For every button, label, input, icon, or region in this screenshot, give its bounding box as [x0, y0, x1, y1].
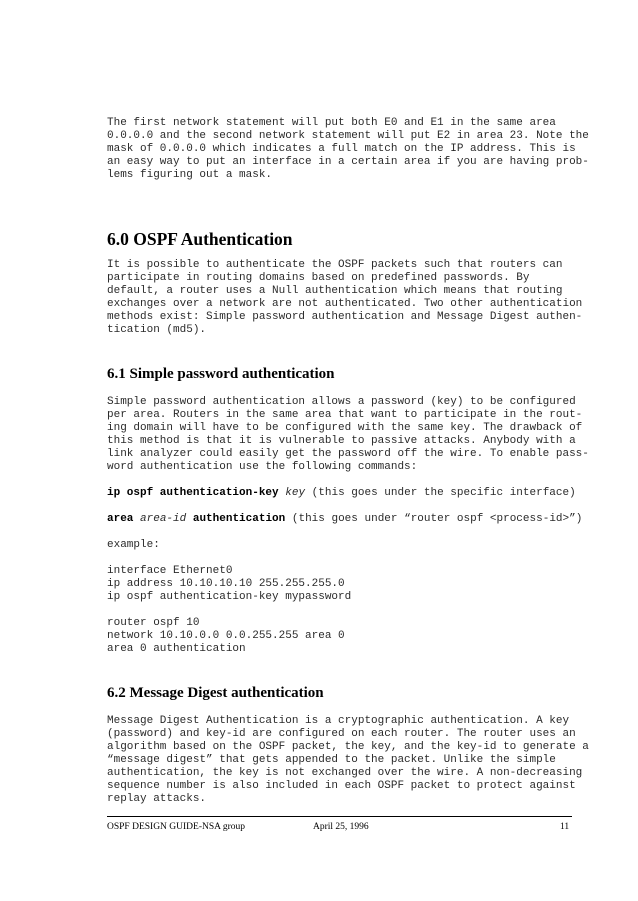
command-keyword: area	[107, 513, 134, 525]
command-param: key	[285, 487, 306, 499]
command-note: (this goes under “router ospf <process-id>”)	[291, 513, 583, 525]
command-keyword: ip ospf authentication-key	[107, 487, 279, 499]
footer-title: OSPF DESIGN GUIDE-NSA group	[107, 822, 246, 832]
footer-date: April 25, 1996	[313, 822, 369, 832]
section-6-0-body: It is possible to authenticate the OSPF packets such that routers can participate in routing domains based on predefined passwords. By default, a router uses a Null authentication which means that routing exchanges over a network are not authenticated. Two other authentication methods exist: Simple password authentication and Message Digest authen- tication (md5).	[107, 259, 583, 336]
command-ip-ospf-auth-key	[107, 487, 576, 500]
command-param: area-id	[140, 513, 187, 525]
command-keyword: authentication	[192, 513, 286, 525]
footer-page-number: 11	[560, 822, 570, 832]
section-6-0-heading: 6.0 OSPF Authentication	[107, 229, 293, 249]
section-6-2-body: Message Digest Authentication is a cryptographic authentication. A key (password) and key-id are configured on each router. The router uses an algorithm based on the OSPF packet, the key, and the key-id to generate a “message digest” that gets appended to the packet. Unlike the simple authentication, the key is not exchanged over the wire. A non-decreasing sequence number is also included in each OSPF packet to protect against replay attacks.	[107, 715, 589, 805]
section-6-2-heading: 6.2 Message Digest authentication	[107, 685, 324, 701]
intro-paragraph: The first network statement will put both E0 and E1 in the same area 0.0.0.0 and the second network statement will put E2 in area 23. Note the mask of 0.0.0.0 which indicates a full match on the IP address. This is an easy way to put an interface in a certain area if you are having prob- lems figuring out a mask.	[107, 117, 589, 181]
footer-divider	[107, 816, 572, 817]
example-label: example:	[107, 539, 160, 551]
section-6-1-body: Simple password authentication allows a password (key) to be configured per area. Routers in the same area that want to participate in the rout- ing domain will have to be configured with the same key. The drawback of this method is that it is vulnerable to passive attacks. Anybody with a link analyzer could easily get the password off the wire. To enable pass- word authentication use the following commands:	[107, 396, 589, 473]
command-note: (this goes under the specific interface)	[311, 487, 576, 499]
command-area-auth	[107, 513, 582, 526]
example-interface-config: interface Ethernet0 ip address 10.10.10.10 255.255.255.0 ip ospf authentication-key mypassword	[107, 565, 352, 603]
section-6-1-heading: 6.1 Simple password authentication	[107, 366, 335, 382]
example-router-config: router ospf 10 network 10.10.0.0 0.0.255.255 area 0 area 0 authentication	[107, 617, 345, 655]
